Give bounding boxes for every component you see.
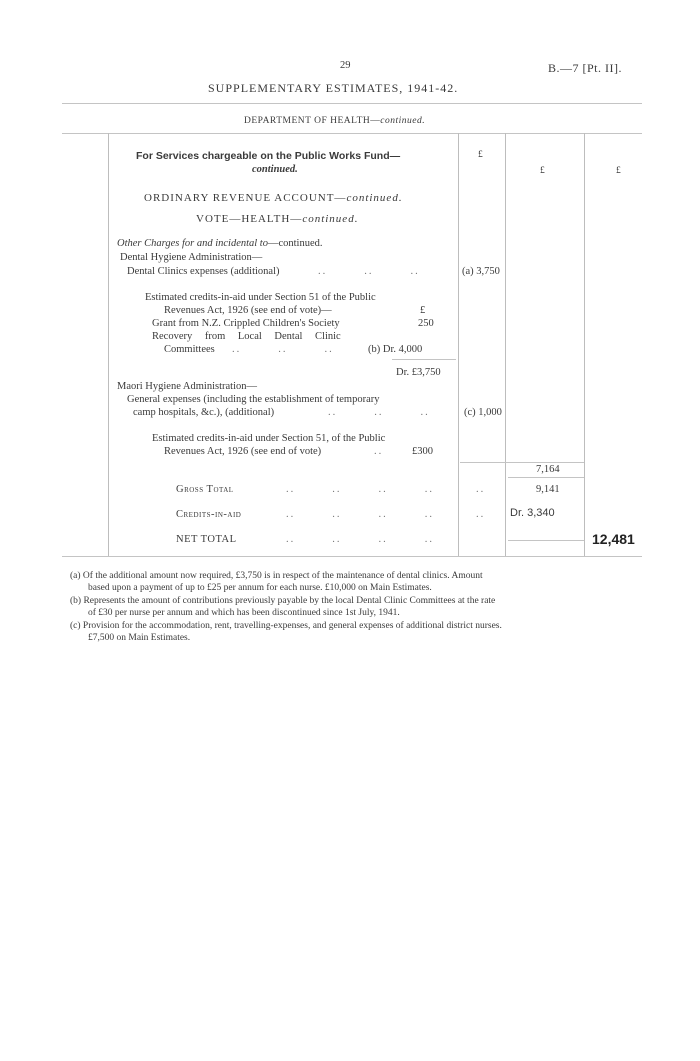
recovery-amount: (b) Dr. 4,000 <box>368 344 423 355</box>
general-expenses-line-1: General expenses (including the establishment of temporary <box>127 394 380 405</box>
column-divider-3 <box>584 133 585 556</box>
leader-dots: .. .. .. .. <box>286 509 434 520</box>
general-expenses-line-2: camp hospitals, &c.), (additional) <box>133 407 275 418</box>
document-reference: B.—7 [Pt. II]. <box>548 61 622 75</box>
page-number: 29 <box>340 60 351 71</box>
gross-total-value: 9,141 <box>536 484 560 495</box>
general-expenses-amount: (c) 1,000 <box>464 407 502 418</box>
column-divider-2 <box>505 133 506 556</box>
dental-clinics-line: Dental Clinics expenses (additional) <box>127 266 280 277</box>
subtotal-rule-2 <box>460 462 584 463</box>
leader-dots: .. .. .. <box>318 266 420 277</box>
column-divider-left <box>108 133 109 556</box>
subtotal-value: 7,164 <box>536 464 560 475</box>
credits-in-aid-line-1: Estimated credits-in-aid under Section 51 of the Public <box>145 292 376 303</box>
column-pound-3: £ <box>616 166 621 176</box>
maori-admin-heading: Maori Hygiene Administration— <box>117 381 257 392</box>
credits-pound-sign: £ <box>420 305 426 316</box>
footnote-a-line-1: (a) Of the additional amount now required, £3,750 is in respect of the maintenance of dental clinics. Amount <box>70 571 483 581</box>
leader-dots: .. .. .. <box>232 344 334 355</box>
footnote-c-line-2: £7,500 on Main Estimates. <box>88 633 191 643</box>
gross-total-label: Gross Total <box>176 484 234 495</box>
section-heading-continued: continued. <box>252 164 298 175</box>
grant-amount: 250 <box>418 318 434 329</box>
table-top-rule <box>62 133 642 134</box>
dental-clinics-amount: (a) 3,750 <box>462 266 500 277</box>
recovery-line-1: Recovery from Local Dental Clinic <box>152 331 341 342</box>
credits-in-aid-label: Credits-in-aid <box>176 509 242 520</box>
credits-in-aid-2-amount: £300 <box>412 446 433 457</box>
department-heading: DEPARTMENT OF HEALTH—continued. <box>244 116 426 126</box>
grant-line: Grant from N.Z. Crippled Children's Society <box>152 318 340 329</box>
leader-dots: .. <box>374 446 384 457</box>
account-heading: ORDINARY REVENUE ACCOUNT—continued. <box>144 192 403 204</box>
dental-admin-heading: Dental Hygiene Administration— <box>120 252 263 263</box>
footnote-a-line-2: based upon a payment of up to £25 per annum for each nurse. £10,000 on Main Estimates. <box>88 583 432 593</box>
credits-in-aid-2-line-2: Revenues Act, 1926 (see end of vote) <box>164 446 322 457</box>
footnote-b-line-1: (b) Represents the amount of contributions previously payable by the local Dental Clinic Committees at the rate <box>70 596 496 606</box>
footnote-b-line-2: of £30 per nurse per annum and which has been discontinued since 1st July, 1941. <box>88 608 400 618</box>
column-pound-2: £ <box>540 166 545 176</box>
leader-dots: .. .. .. .. <box>286 534 434 545</box>
leader-dots: .. .. .. .. <box>286 484 434 495</box>
section-heading: For Services chargeable on the Public Works Fund— <box>136 150 401 162</box>
gross-total-col2: .. <box>476 484 486 495</box>
other-charges-heading: Other Charges for and incidental to—continued. <box>117 238 323 249</box>
leader-dots: .. .. .. <box>328 407 430 418</box>
header-rule <box>62 103 642 104</box>
page-title: SUPPLEMENTARY ESTIMATES, 1941-42. <box>208 81 459 95</box>
subtotal-rule-3 <box>508 477 584 478</box>
net-total-value: 12,481 <box>592 531 635 547</box>
dr-total: Dr. £3,750 <box>396 367 441 378</box>
column-pound-1: £ <box>478 150 483 160</box>
credits-in-aid-value: Dr. 3,340 <box>510 507 555 519</box>
table-bottom-rule <box>62 556 642 557</box>
vote-heading: VOTE—HEALTH—continued. <box>196 213 359 225</box>
subtotal-rule <box>392 359 456 360</box>
credits-in-aid-col2: .. <box>476 509 486 520</box>
net-total-label: NET TOTAL <box>176 534 237 545</box>
column-divider-1 <box>458 133 459 556</box>
net-total-rule <box>508 540 584 541</box>
recovery-line-2: Committees <box>164 344 215 355</box>
footnote-c-line-1: (c) Provision for the accommodation, rent, travelling-expenses, and general expenses of additional district nurses. <box>70 621 502 631</box>
credits-in-aid-2-line-1: Estimated credits-in-aid under Section 51, of the Public <box>152 433 386 444</box>
credits-in-aid-line-2: Revenues Act, 1926 (see end of vote)— <box>164 305 332 316</box>
